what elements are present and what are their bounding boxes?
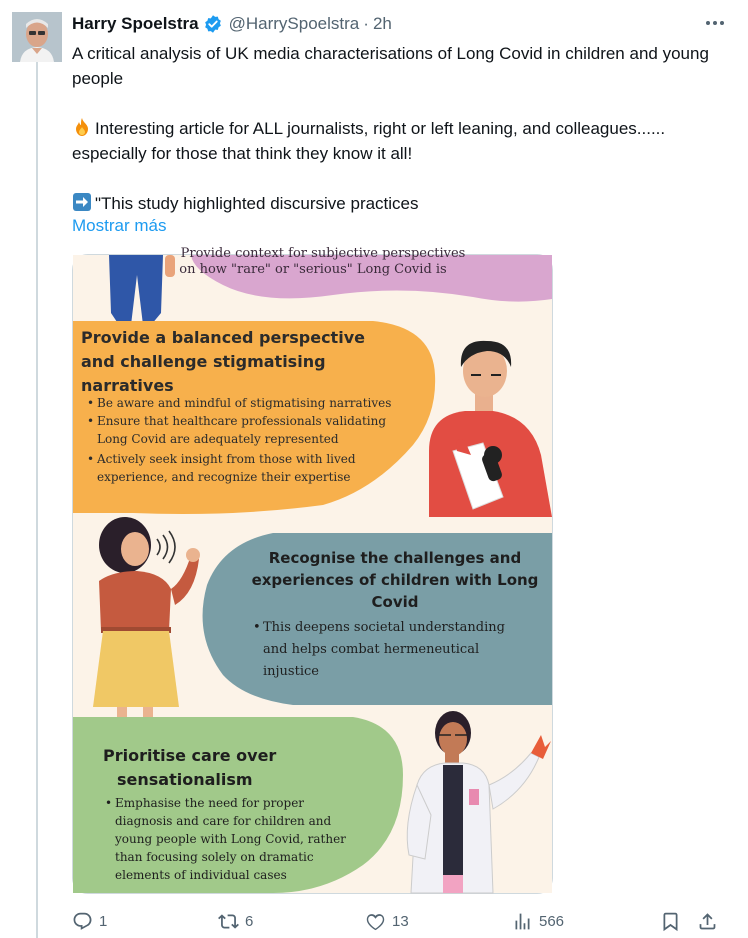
tweet-text-line3-text: "This study highlighted discursive practices: [95, 194, 419, 213]
tweet-time[interactable]: 2h: [372, 14, 392, 33]
separator-dot: ·: [363, 14, 369, 33]
section1-heading2: and challenge stigmatising: [81, 352, 326, 371]
section3-bullet1e: elements of individual cases: [115, 868, 287, 882]
section1-bullet2b: Long Covid are adequately represented: [97, 432, 339, 446]
tweet-image[interactable]: [72, 246, 553, 894]
tweet-text: [72, 41, 722, 216]
section3-bullet1d: than focusing solely on dramatic: [115, 850, 314, 864]
top-line-text: on how "rare" or "serious" Long Covid is: [179, 262, 447, 277]
top-partial-text: Provide context for subjective perspectives: [180, 246, 466, 261]
share-button[interactable]: [697, 906, 724, 936]
repost-icon: [218, 911, 239, 932]
action-bar: [72, 906, 722, 936]
section1-bullet-dot: •: [87, 396, 95, 410]
more-options-button[interactable]: [702, 12, 728, 34]
verified-badge-icon: [203, 14, 223, 34]
section1-bullet2a: Ensure that healthcare professionals validating: [97, 414, 387, 428]
avatar[interactable]: [12, 12, 62, 62]
like-button[interactable]: [365, 906, 409, 936]
section3-heading1: Prioritise care over: [103, 746, 277, 765]
section2-bullet1a: This deepens societal understanding: [263, 620, 505, 635]
show-more-link[interactable]: Mostrar más: [72, 216, 167, 235]
author-name[interactable]: Harry Spoelstra: [72, 14, 199, 33]
avatar-photo: [12, 12, 62, 62]
author-handle[interactable]: @HarrySpoelstra: [228, 14, 360, 33]
section3-bullet1b: diagnosis and care for children and: [115, 814, 332, 828]
fire-emoji-icon: [72, 117, 92, 137]
tweet-header: [72, 13, 392, 35]
section2-heading2: experiences of children with Long: [251, 571, 539, 589]
section1-bullet3b: experience, and recognize their expertise: [97, 470, 351, 484]
views-chart-icon: [512, 911, 533, 932]
section1-heading1: Provide a balanced perspective: [81, 328, 365, 347]
section3-heading2: sensationalism: [117, 770, 253, 789]
section1-bullet1: Be aware and mindful of stigmatising narratives: [97, 396, 392, 410]
section1-bullet-dot: •: [87, 452, 95, 466]
repost-count: 6: [245, 912, 254, 930]
section3-bullet1c: young people with Long Covid, rather: [115, 832, 346, 846]
reply-icon: [72, 911, 93, 932]
section3-bullet1a: Emphasise the need for proper: [115, 796, 305, 810]
thread-line: [36, 62, 38, 938]
tweet-text-line3: [72, 191, 722, 216]
views-button[interactable]: [512, 906, 564, 936]
more-dots-icon: [705, 20, 725, 26]
section2-bullet1b: and helps combat hermeneutical: [263, 642, 480, 657]
bookmark-icon: [660, 911, 681, 932]
section2-bullet1c: injustice: [263, 664, 319, 679]
share-icon: [697, 911, 718, 932]
right-arrow-emoji-icon: [72, 192, 92, 212]
bookmark-button[interactable]: [660, 906, 687, 936]
tweet-text-line1: A critical analysis of UK media characterisations of Long Covid in children and young people: [72, 44, 709, 88]
section2-heading1: Recognise the challenges and: [268, 549, 522, 567]
tweet-text-line2: [72, 116, 722, 166]
views-count: 566: [539, 912, 565, 930]
repost-button[interactable]: [218, 906, 253, 936]
heart-icon: [365, 911, 386, 932]
tweet-text-line2-text: Interesting article for ALL journalists, right or left leaning, and colleagues...... especially for those that think they know it all!: [72, 119, 666, 163]
section1-heading3: narratives: [81, 376, 174, 395]
section1-bullet3a: Actively seek insight from those with lived: [97, 452, 356, 466]
infographic: [73, 246, 552, 893]
like-count: 13: [392, 912, 409, 930]
reply-button[interactable]: [72, 906, 107, 936]
section2-bullet-dot: •: [253, 620, 261, 635]
section2-heading3: Covid: [371, 593, 419, 611]
section3-bullet-dot: •: [105, 796, 113, 810]
section1-bullet-dot: •: [87, 414, 95, 428]
reply-count: 1: [99, 912, 108, 930]
